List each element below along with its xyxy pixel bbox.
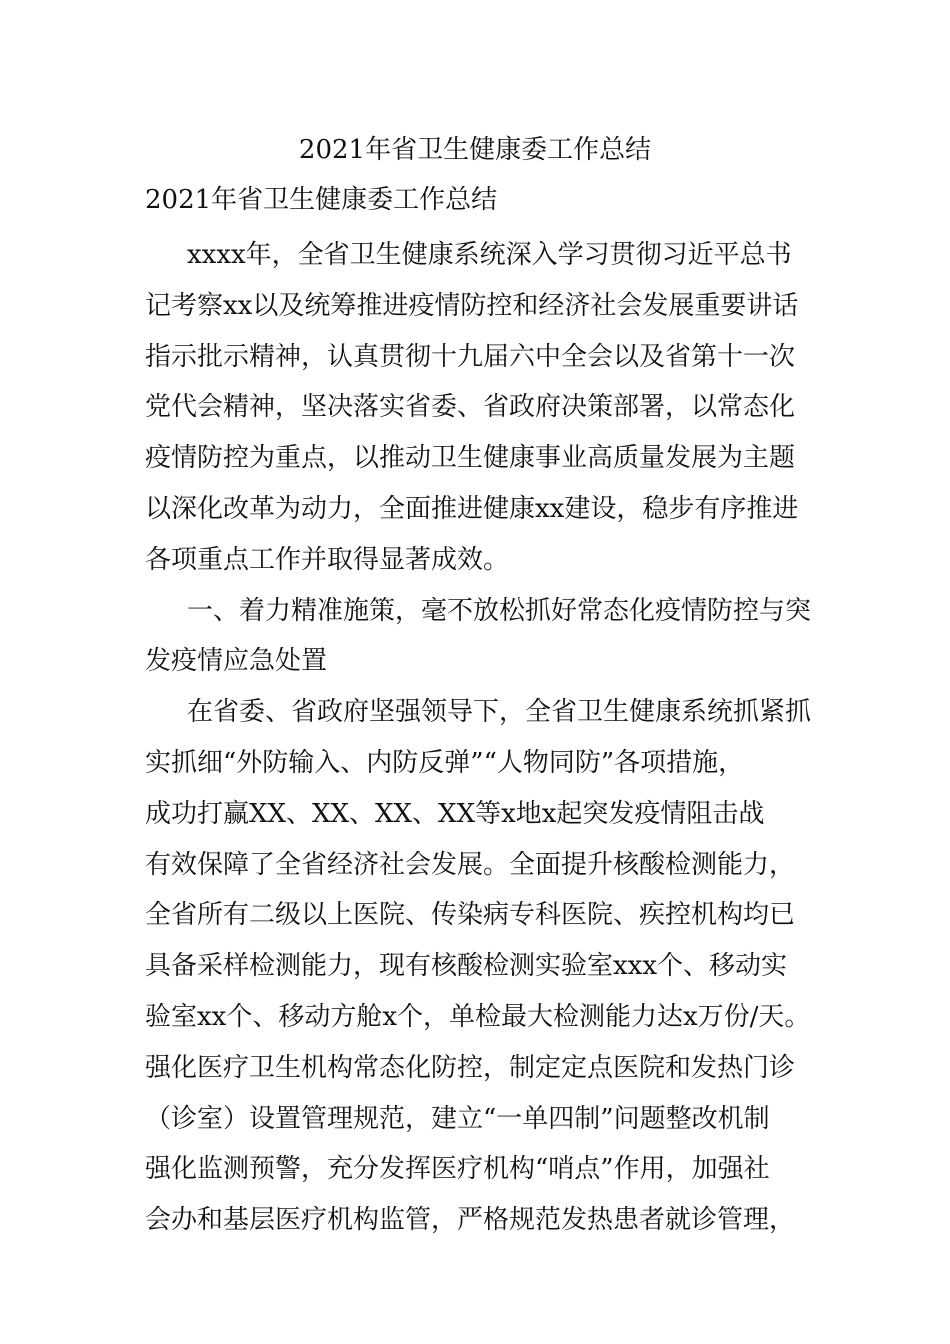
- text-line: （诊室）设置管理规范，建立“一单四制”问题整改机制: [145, 1103, 770, 1134]
- text-line: 强化监测预警，充分发挥医疗机构“哨点”作用，加强社: [145, 1154, 770, 1185]
- document-body: [145, 230, 815, 1246]
- section-heading-line: 发疫情应急处置: [145, 646, 328, 677]
- text-line: 以深化改革为动力，全面推进健康xx建设，稳步有序推进: [145, 493, 799, 524]
- text-line: 全省所有二级以上医院、传染病专科医院、疾控机构均已: [145, 900, 796, 931]
- text-line: 实抓细“外防输入、内防反弹”“人物同防”各项措施，: [145, 747, 745, 778]
- text-line: 会办和基层医疗机构监管，严格规范发热患者就诊管理，: [145, 1205, 796, 1236]
- text-line: 党代会精神，坚决落实省委、省政府决策部署，以常态化: [145, 392, 796, 423]
- text-line: 验室xx个、移动方舱x个，单检最大检测能力达x万份/天。: [145, 1001, 811, 1032]
- section-heading-line: 一、着力精准施策，毫不放松抓好常态化疫情防控与突: [187, 595, 812, 626]
- text-line: 强化医疗卫生机构常态化防控，制定定点医院和发热门诊: [145, 1052, 796, 1083]
- text-line: 成功打赢XX、XX、XX、XX等x地x起突发疫情阻击战: [145, 798, 765, 829]
- text-line: 在省委、省政府坚强领导下，全省卫生健康系统抓紧抓: [187, 697, 812, 728]
- text-line: 具备采样检测能力，现有核酸检测实验室xxx个、移动实: [145, 951, 787, 982]
- page-title: 2021年省卫生健康委工作总结: [298, 135, 652, 165]
- text-line: 各项重点工作并取得显著成效。: [145, 544, 510, 575]
- document-subtitle: 2021年省卫生健康委工作总结: [145, 185, 498, 215]
- text-line: 有效保障了全省经济社会发展。全面提升核酸检测能力，: [145, 849, 796, 880]
- text-line: 疫情防控为重点，以推动卫生健康事业高质量发展为主题: [145, 443, 796, 474]
- text-line: xxxx年，全省卫生健康系统深入学习贯彻习近平总书: [187, 240, 792, 270]
- text-line: 指示批示精神，认真贯彻十九届六中全会以及省第十一次: [145, 341, 796, 372]
- text-line: 记考察xx以及统筹推进疫情防控和经济社会发展重要讲话: [145, 290, 799, 321]
